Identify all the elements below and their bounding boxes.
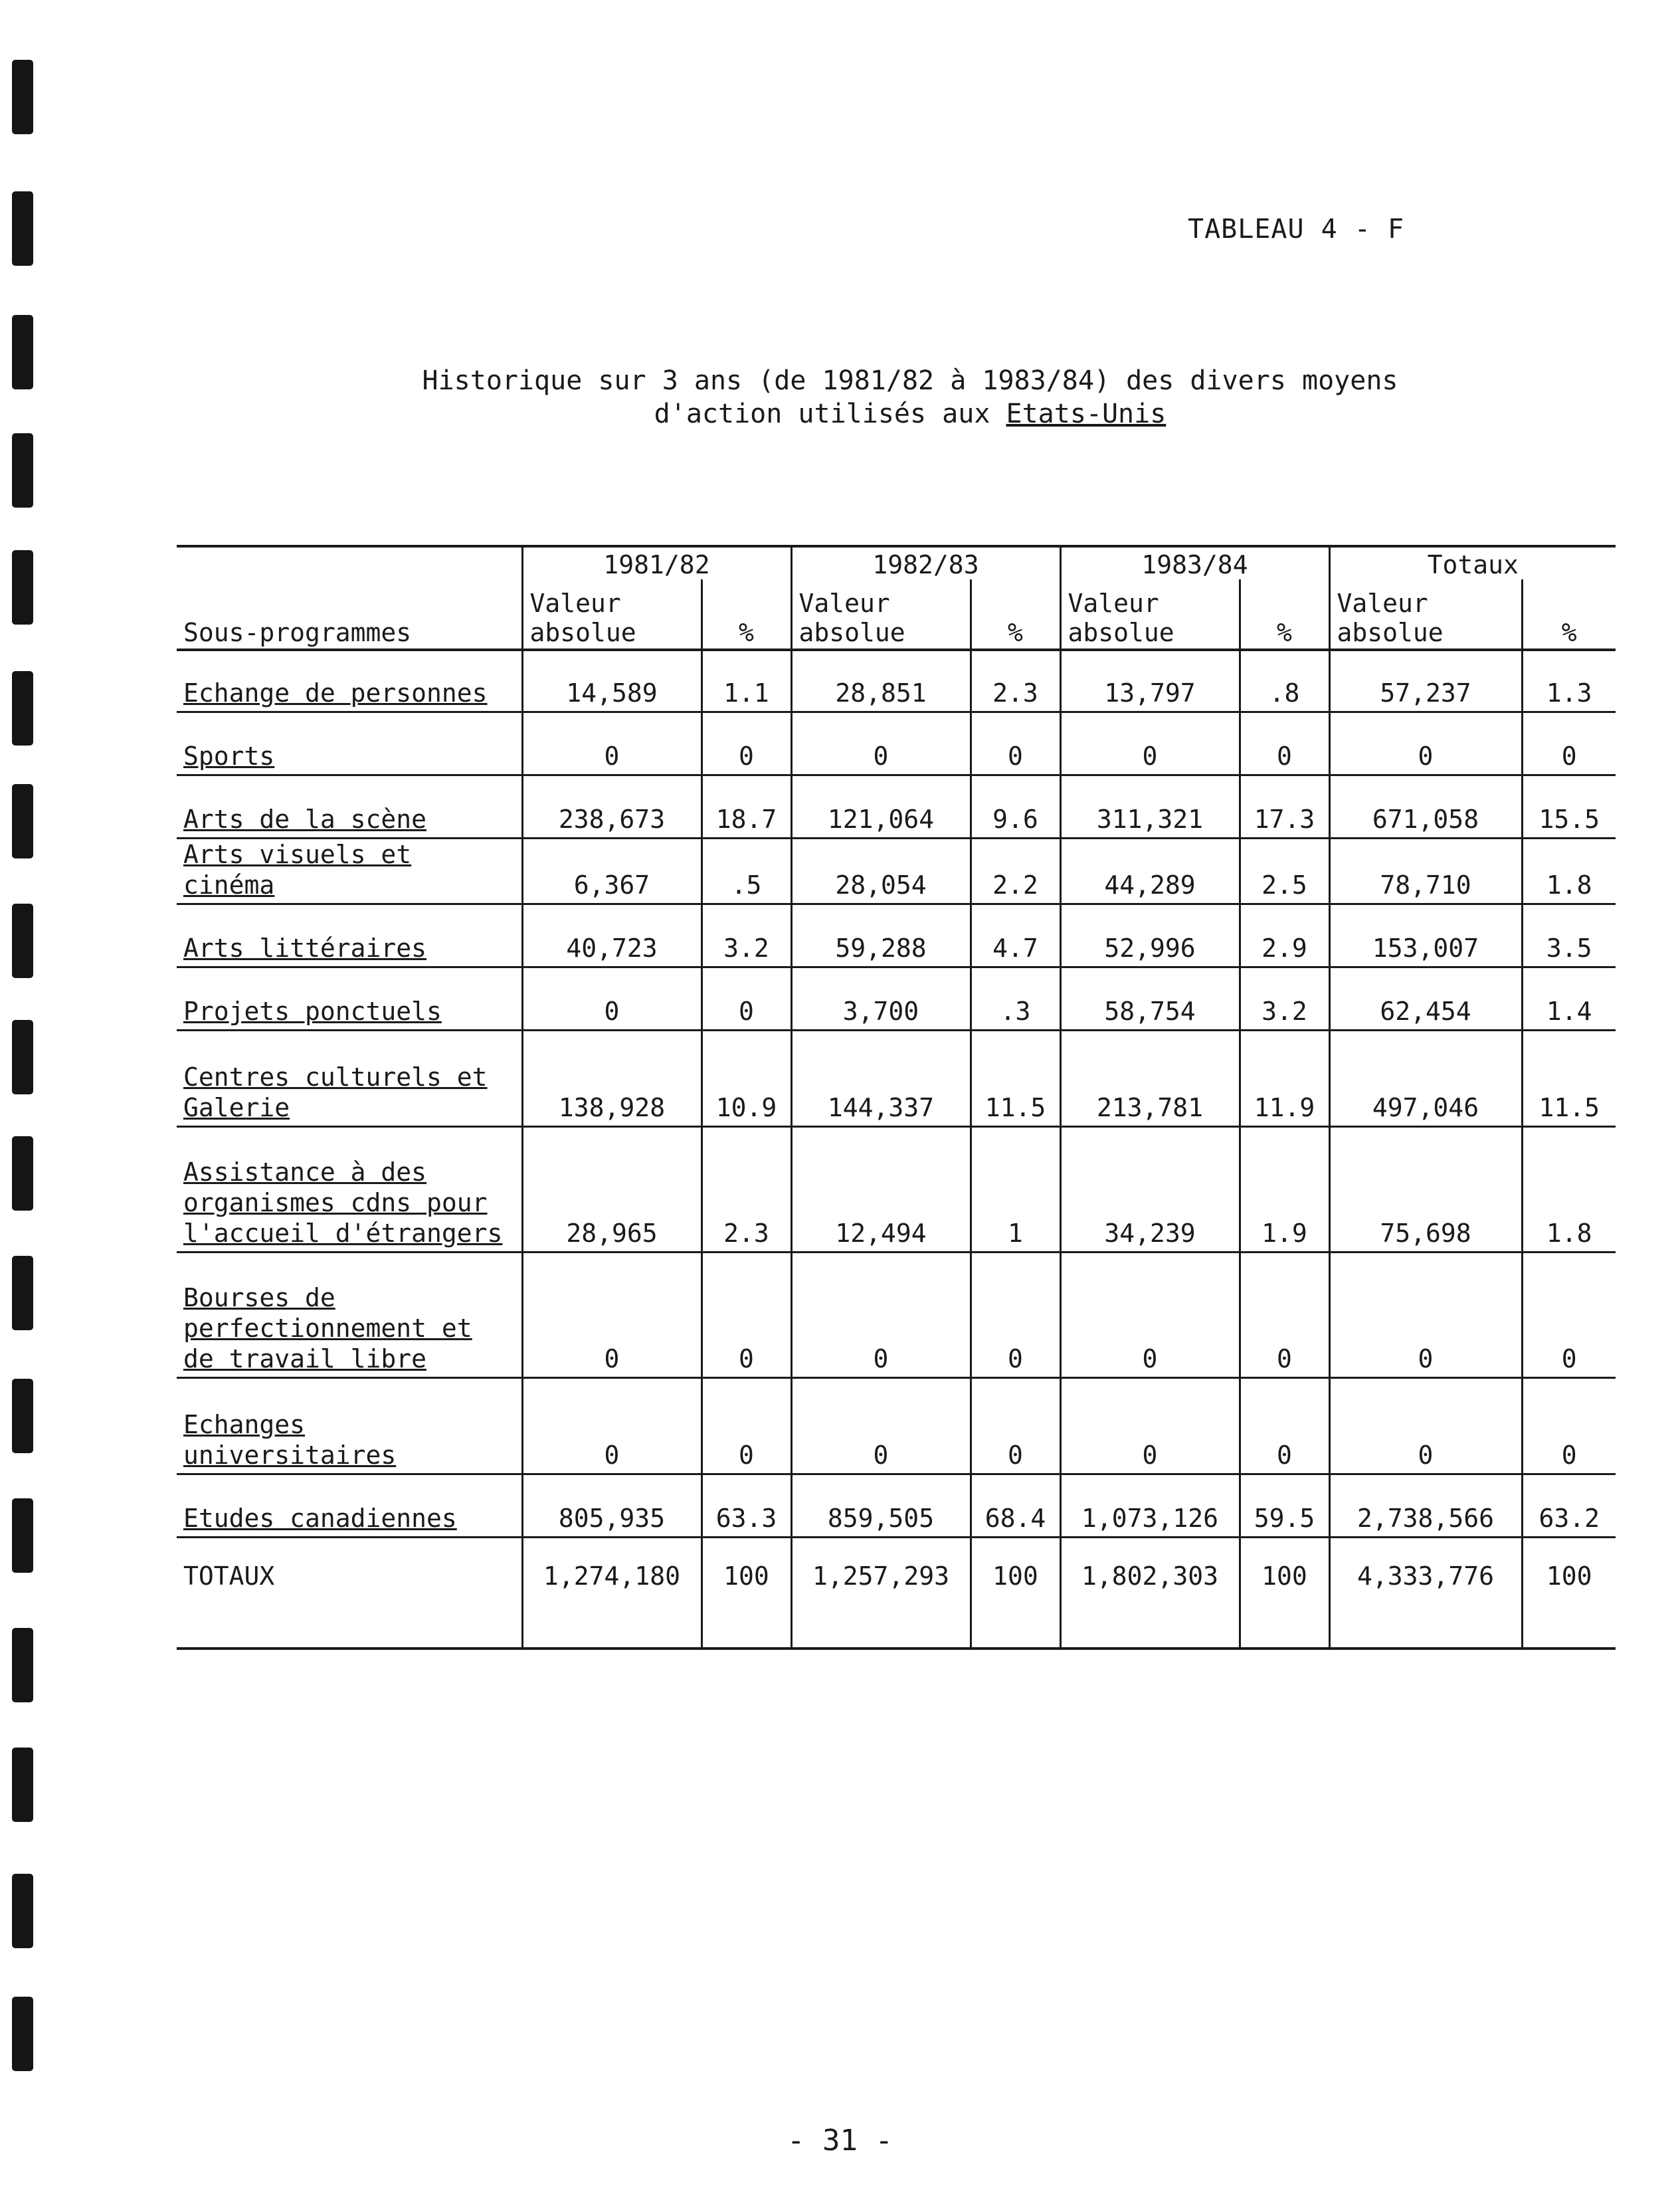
binder-hole (12, 550, 33, 625)
cell-value: 28,054 (791, 839, 971, 904)
cell-value: 40,723 (522, 904, 701, 967)
row-label: Etudes canadiennes (177, 1474, 522, 1538)
cell-value: 2,738,566 (1329, 1474, 1522, 1538)
cell-value: 859,505 (791, 1474, 971, 1538)
page-number: - 31 - (787, 2124, 893, 2157)
cell-percent: 0 (1522, 1252, 1616, 1378)
cell-percent: 59.5 (1240, 1474, 1329, 1538)
cell-percent: 100 (971, 1538, 1060, 1649)
cell-value: 311,321 (1060, 775, 1240, 839)
row-label: Arts littéraires (177, 904, 522, 967)
cell-percent: 0 (701, 712, 791, 775)
cell-value: 12,494 (791, 1127, 971, 1252)
value-header: Valeur absolue (1060, 579, 1240, 650)
row-label: Assistance à des organismes cdns pour l'accueil d'étrangers (177, 1127, 522, 1252)
cell-value: 1,802,303 (1060, 1538, 1240, 1649)
cell-value: 52,996 (1060, 904, 1240, 967)
binder-hole (12, 784, 33, 858)
value-header: Valeur absolue (791, 579, 971, 650)
cell-percent: 2.9 (1240, 904, 1329, 967)
row-label: TOTAUX (177, 1538, 522, 1649)
cell-percent: 100 (1240, 1538, 1329, 1649)
cell-percent: 2.2 (971, 839, 1060, 904)
table-row (177, 967, 1616, 1031)
cell-percent: 0 (701, 1252, 791, 1378)
cell-percent: .3 (971, 967, 1060, 1031)
cell-percent: 3.5 (1522, 904, 1616, 967)
table-title (359, 364, 1461, 431)
cell-value: 4,333,776 (1329, 1538, 1522, 1649)
table-label: TABLEAU 4 - F (1188, 214, 1405, 245)
binder-hole (12, 1020, 33, 1094)
row-label: Echange de personnes (177, 650, 522, 712)
cell-percent: 17.3 (1240, 775, 1329, 839)
cell-value: 805,935 (522, 1474, 701, 1538)
cell-value: 121,064 (791, 775, 971, 839)
year-header-row (177, 546, 1616, 579)
totals-row (177, 1538, 1616, 1649)
percent-header: % (971, 579, 1060, 650)
row-label: Arts visuels et cinéma (177, 839, 522, 904)
table-row (177, 712, 1616, 775)
cell-percent: 11.5 (971, 1031, 1060, 1127)
cell-percent: 18.7 (701, 775, 791, 839)
cell-value: 58,754 (1060, 967, 1240, 1031)
cell-percent: 0 (1240, 1378, 1329, 1474)
cell-value: 0 (522, 712, 701, 775)
cell-value: 78,710 (1329, 839, 1522, 904)
table-row (177, 650, 1616, 712)
binder-hole (12, 1874, 33, 1948)
data-table (177, 545, 1616, 1650)
table-row (177, 1127, 1616, 1252)
cell-percent: 1 (971, 1127, 1060, 1252)
cell-value: 144,337 (791, 1031, 971, 1127)
cell-value: 138,928 (522, 1031, 701, 1127)
cell-value: 34,239 (1060, 1127, 1240, 1252)
cell-percent: 0 (701, 1378, 791, 1474)
cell-percent: 10.9 (701, 1031, 791, 1127)
cell-value: 0 (1329, 1252, 1522, 1378)
table-row (177, 1252, 1616, 1378)
cell-value: 0 (522, 1252, 701, 1378)
title-place: Etats-Unis (1006, 399, 1167, 429)
cell-value: 238,673 (522, 775, 701, 839)
cell-value: 62,454 (1329, 967, 1522, 1031)
cell-value: 671,058 (1329, 775, 1522, 839)
cell-percent: 1.3 (1522, 650, 1616, 712)
cell-value: 1,274,180 (522, 1538, 701, 1649)
year-header: 1981/82 (522, 546, 791, 579)
cell-percent: 15.5 (1522, 775, 1616, 839)
cell-value: 0 (522, 1378, 701, 1474)
year-header: 1983/84 (1060, 546, 1329, 579)
cell-value: 1,073,126 (1060, 1474, 1240, 1538)
cell-percent: 0 (971, 712, 1060, 775)
row-header-label: Sous-programmes (177, 579, 522, 650)
cell-percent: .5 (701, 839, 791, 904)
cell-percent: 1.8 (1522, 839, 1616, 904)
cell-percent: 1.4 (1522, 967, 1616, 1031)
cell-value: 0 (1329, 1378, 1522, 1474)
cell-percent: 1.1 (701, 650, 791, 712)
cell-value: 0 (791, 1378, 971, 1474)
cell-value: 153,007 (1329, 904, 1522, 967)
cell-value: 0 (1060, 1252, 1240, 1378)
table-row (177, 1474, 1616, 1538)
cell-percent: 2.5 (1240, 839, 1329, 904)
column-header-row (177, 579, 1616, 650)
cell-percent: 0 (1522, 1378, 1616, 1474)
title-line-1: Historique sur 3 ans (de 1981/82 à 1983/84) des divers moyens (422, 365, 1398, 396)
row-label: Sports (177, 712, 522, 775)
value-header: Valeur absolue (522, 579, 701, 650)
cell-value: 28,851 (791, 650, 971, 712)
cell-percent: 63.2 (1522, 1474, 1616, 1538)
title-line-2-prefix: d'action utilisés aux (654, 399, 1006, 429)
cell-percent: 2.3 (971, 650, 1060, 712)
row-label: Centres culturels et Galerie (177, 1031, 522, 1127)
cell-percent: 2.3 (701, 1127, 791, 1252)
cell-percent: 1.9 (1240, 1127, 1329, 1252)
title-line-2 (359, 397, 1461, 431)
cell-percent: 4.7 (971, 904, 1060, 967)
cell-percent: 11.9 (1240, 1031, 1329, 1127)
cell-percent: 9.6 (971, 775, 1060, 839)
cell-percent: 0 (1240, 712, 1329, 775)
cell-percent: 1.8 (1522, 1127, 1616, 1252)
cell-percent: 0 (701, 967, 791, 1031)
binder-hole (12, 1628, 33, 1702)
row-label: Echanges universitaires (177, 1378, 522, 1474)
table-row (177, 839, 1616, 904)
cell-value: 0 (1329, 712, 1522, 775)
cell-value: 6,367 (522, 839, 701, 904)
binder-hole (12, 1256, 33, 1330)
cell-percent: 0 (971, 1378, 1060, 1474)
year-header: 1982/83 (791, 546, 1060, 579)
cell-value: 14,589 (522, 650, 701, 712)
cell-value: 0 (1060, 1378, 1240, 1474)
binder-hole (12, 191, 33, 266)
cell-percent: 68.4 (971, 1474, 1060, 1538)
binder-hole (12, 1379, 33, 1453)
percent-header: % (701, 579, 791, 650)
totals-header: Totaux (1329, 546, 1616, 579)
row-label: Projets ponctuels (177, 967, 522, 1031)
cell-percent: 100 (1522, 1538, 1616, 1649)
cell-value: 3,700 (791, 967, 971, 1031)
binder-hole (12, 1136, 33, 1211)
cell-value: 13,797 (1060, 650, 1240, 712)
cell-value: 28,965 (522, 1127, 701, 1252)
corner-cell (177, 546, 522, 579)
cell-value: 497,046 (1329, 1031, 1522, 1127)
cell-percent: 0 (1522, 712, 1616, 775)
cell-percent: 0 (971, 1252, 1060, 1378)
cell-value: 57,237 (1329, 650, 1522, 712)
table-row (177, 904, 1616, 967)
value-header: Valeur absolue (1329, 579, 1522, 650)
binder-hole (12, 1997, 33, 2071)
binder-hole (12, 671, 33, 746)
cell-value: 213,781 (1060, 1031, 1240, 1127)
percent-header: % (1240, 579, 1329, 650)
cell-percent: 3.2 (1240, 967, 1329, 1031)
row-label: Bourses de perfectionnement et de travail libre (177, 1252, 522, 1378)
binder-hole (12, 904, 33, 978)
cell-percent: 3.2 (701, 904, 791, 967)
binder-hole (12, 433, 33, 508)
cell-value: 0 (791, 1252, 971, 1378)
binder-hole (12, 315, 33, 389)
binder-holes (12, 40, 45, 2153)
cell-percent: .8 (1240, 650, 1329, 712)
percent-header: % (1522, 579, 1616, 650)
cell-value: 44,289 (1060, 839, 1240, 904)
cell-value: 0 (1060, 712, 1240, 775)
binder-hole (12, 1748, 33, 1822)
cell-percent: 11.5 (1522, 1031, 1616, 1127)
cell-percent: 63.3 (701, 1474, 791, 1538)
cell-percent: 100 (701, 1538, 791, 1649)
table-row (177, 1031, 1616, 1127)
cell-value: 75,698 (1329, 1127, 1522, 1252)
row-label: Arts de la scène (177, 775, 522, 839)
table-row (177, 775, 1616, 839)
cell-value: 0 (522, 967, 701, 1031)
table-row (177, 1378, 1616, 1474)
binder-hole (12, 60, 33, 134)
binder-hole (12, 1498, 33, 1573)
cell-value: 59,288 (791, 904, 971, 967)
cell-percent: 0 (1240, 1252, 1329, 1378)
cell-value: 1,257,293 (791, 1538, 971, 1649)
cell-value: 0 (791, 712, 971, 775)
